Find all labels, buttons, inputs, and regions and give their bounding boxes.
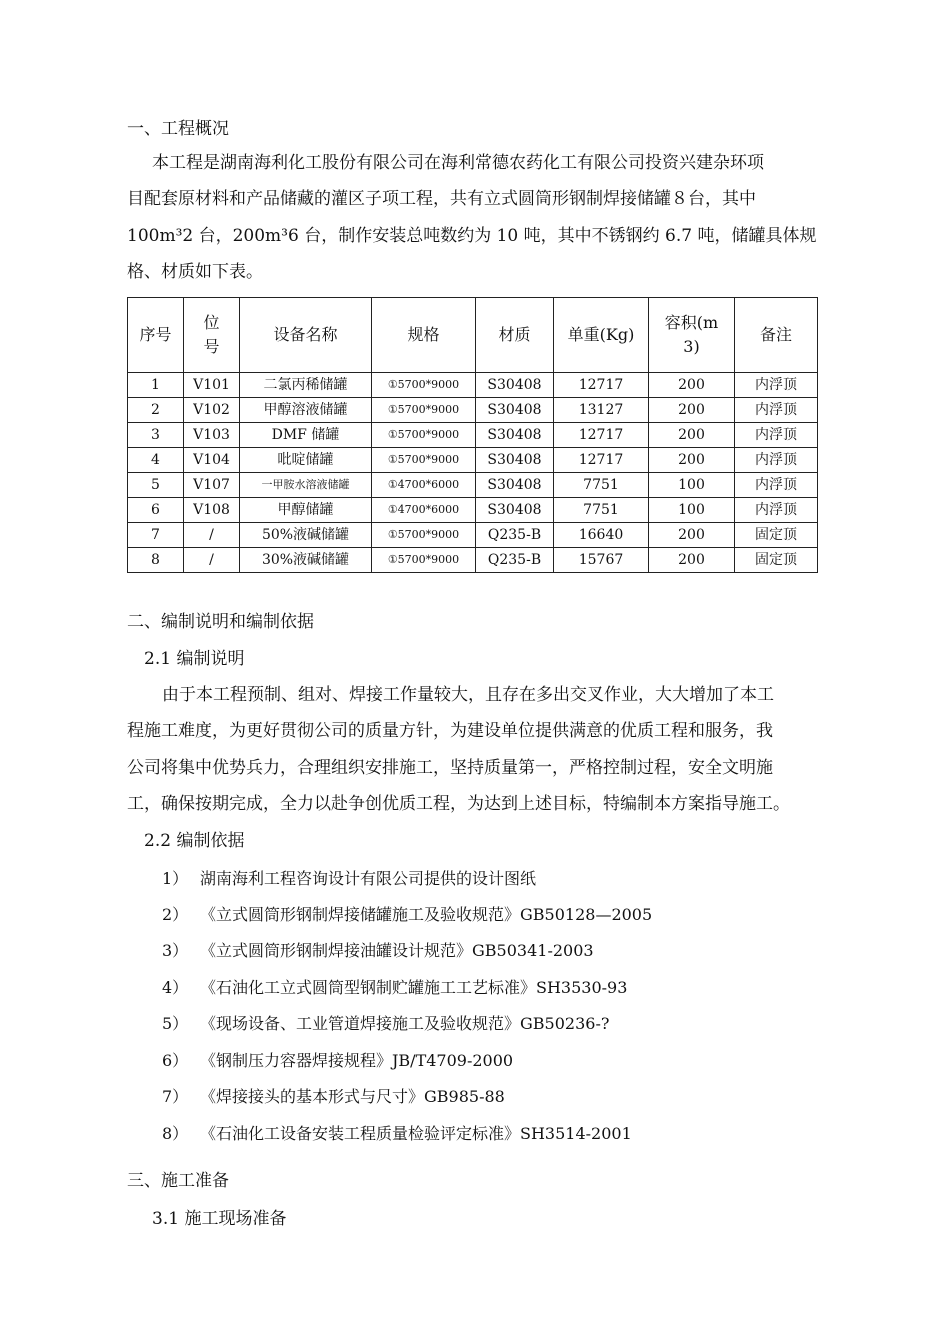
cell-tag: V101: [184, 373, 240, 398]
cell-equipment-name: 吡啶储罐: [240, 448, 372, 473]
cell-spec: ①5700*9000: [372, 423, 476, 448]
cell-spec: ①5700*9000: [372, 448, 476, 473]
section2-para-line-4: 工，确保按期完成，全力以赴争创优质工程，为达到上述目标，特编制本方案指导施工。: [127, 794, 790, 814]
list-item-text: 《焊接接头的基本形式与尺寸》GB985-88: [200, 1087, 505, 1106]
cell-volume: 200: [649, 523, 735, 548]
section2-para-line-2: 程施工难度，为更好贯彻公司的质量方针，为建设单位提供满意的优质工程和服务，我: [127, 721, 773, 741]
cell-index: 6: [128, 498, 184, 523]
cell-index: 7: [128, 523, 184, 548]
cell-material: S30408: [476, 473, 554, 498]
section3-heading: 三、施工准备: [127, 1171, 229, 1191]
header-equipment-name: 设备名称: [240, 298, 372, 373]
cell-material: S30408: [476, 448, 554, 473]
section2-heading: 二、编制说明和编制依据: [127, 612, 314, 632]
section1-para-line-2: 目配套原材料和产品储藏的灌区子项工程，共有立式圆筒形钢制焊接储罐８台，其中: [127, 189, 756, 209]
table-row: [128, 523, 818, 548]
cell-unit-weight: 12717: [554, 373, 649, 398]
cell-index: 4: [128, 448, 184, 473]
cell-remark: 内浮顶: [735, 398, 818, 423]
table-header-row: [128, 298, 818, 373]
cell-material: Q235-B: [476, 523, 554, 548]
table-row: [128, 473, 818, 498]
cell-volume: 200: [649, 373, 735, 398]
cell-remark: 内浮顶: [735, 498, 818, 523]
cell-spec: ①4700*6000: [372, 498, 476, 523]
list-item-number: 8）: [162, 1124, 189, 1143]
table-row: [128, 423, 818, 448]
cell-equipment-name: 30%液碱储罐: [240, 548, 372, 573]
cell-unit-weight: 7751: [554, 473, 649, 498]
list-item-number: 6）: [162, 1051, 189, 1070]
cell-tag: /: [184, 523, 240, 548]
list-item-text: 《石油化工立式圆筒型钢制贮罐施工工艺标准》SH3530-93: [200, 978, 628, 997]
cell-remark: 固定顶: [735, 548, 818, 573]
cell-remark: 内浮顶: [735, 473, 818, 498]
list-item-number: 4）: [162, 978, 189, 997]
cell-unit-weight: 12717: [554, 423, 649, 448]
section1-heading: 一、工程概况: [127, 119, 229, 139]
list-item-text: 《立式圆筒形钢制焊接储罐施工及验收规范》GB50128—2005: [200, 905, 653, 924]
cell-tag: V104: [184, 448, 240, 473]
cell-material: Q235-B: [476, 548, 554, 573]
cell-equipment-name: 二氯丙稀储罐: [240, 373, 372, 398]
cell-equipment-name: 一甲胺水溶液储罐: [240, 473, 372, 498]
section2-para-line-3: 公司将集中优势兵力，合理组织安排施工，坚持质量第一，严格控制过程，安全文明施: [127, 758, 773, 778]
cell-spec: ①5700*9000: [372, 373, 476, 398]
cell-material: S30408: [476, 373, 554, 398]
cell-unit-weight: 16640: [554, 523, 649, 548]
cell-tag: V107: [184, 473, 240, 498]
section3-sub1: 3.1 施工现场准备: [152, 1209, 287, 1229]
cell-index: 5: [128, 473, 184, 498]
cell-spec: ①5700*9000: [372, 548, 476, 573]
section2-para-line-1: 由于本工程预制、组对、焊接工作量较大，且存在多出交叉作业，大大增加了本工: [162, 685, 774, 705]
cell-index: 8: [128, 548, 184, 573]
cell-remark: 内浮顶: [735, 373, 818, 398]
section1-para-line-3: 100m³2 台，200m³6 台，制作安装总吨数约为 10 吨，其中不锈钢约 6.7 吨，储罐具体规: [127, 226, 817, 246]
cell-index: 2: [128, 398, 184, 423]
cell-remark: 内浮顶: [735, 448, 818, 473]
cell-index: 1: [128, 373, 184, 398]
cell-volume: 100: [649, 473, 735, 498]
cell-tag: V102: [184, 398, 240, 423]
list-item-text: 《石油化工设备安装工程质量检验评定标准》SH3514-2001: [200, 1124, 632, 1143]
cell-material: S30408: [476, 423, 554, 448]
cell-index: 3: [128, 423, 184, 448]
cell-remark: 固定顶: [735, 523, 818, 548]
equipment-table: [127, 297, 818, 573]
table-row: [128, 448, 818, 473]
cell-spec: ①4700*6000: [372, 473, 476, 498]
table-row: [128, 398, 818, 423]
cell-spec: ①5700*9000: [372, 523, 476, 548]
cell-tag: V108: [184, 498, 240, 523]
cell-equipment-name: 甲醇储罐: [240, 498, 372, 523]
cell-tag: V103: [184, 423, 240, 448]
header-volume: 容积(m3): [649, 298, 735, 373]
cell-equipment-name: DMF 储罐: [240, 423, 372, 448]
cell-spec: ①5700*9000: [372, 398, 476, 423]
cell-unit-weight: 15767: [554, 548, 649, 573]
cell-volume: 200: [649, 548, 735, 573]
list-item-number: 1）: [162, 869, 189, 888]
cell-unit-weight: 7751: [554, 498, 649, 523]
section1-para-line-1: 本工程是湖南海利化工股份有限公司在海利常德农药化工有限公司投资兴建杂环项: [152, 153, 764, 173]
cell-equipment-name: 50%液碱储罐: [240, 523, 372, 548]
list-item-number: 5）: [162, 1014, 189, 1033]
cell-volume: 200: [649, 398, 735, 423]
cell-tag: /: [184, 548, 240, 573]
section2-sub1: 2.1 编制说明: [144, 649, 245, 669]
section1-para-line-4: 格、材质如下表。: [127, 262, 263, 282]
cell-material: S30408: [476, 498, 554, 523]
list-item-text: 湖南海利工程咨询设计有限公司提供的设计图纸: [200, 869, 537, 888]
header-index: 序号: [128, 298, 184, 373]
cell-equipment-name: 甲醇溶液储罐: [240, 398, 372, 423]
list-item-number: 7）: [162, 1087, 189, 1106]
table-row: [128, 373, 818, 398]
table-row: [128, 498, 818, 523]
cell-volume: 200: [649, 423, 735, 448]
cell-unit-weight: 13127: [554, 398, 649, 423]
cell-material: S30408: [476, 398, 554, 423]
list-item-number: 3）: [162, 941, 189, 960]
header-spec: 规格: [372, 298, 476, 373]
section2-sub2: 2.2 编制依据: [144, 831, 245, 851]
cell-unit-weight: 12717: [554, 448, 649, 473]
cell-volume: 100: [649, 498, 735, 523]
cell-volume: 200: [649, 448, 735, 473]
header-remark: 备注: [735, 298, 818, 373]
list-item-text: 《现场设备、工业管道焊接施工及验收规范》GB50236-?: [200, 1014, 610, 1033]
list-item-text: 《立式圆筒形钢制焊接油罐设计规范》GB50341-2003: [200, 941, 594, 960]
cell-remark: 内浮顶: [735, 423, 818, 448]
header-material: 材质: [476, 298, 554, 373]
list-item-text: 《钢制压力容器焊接规程》JB/T4709-2000: [200, 1051, 514, 1070]
list-item-number: 2）: [162, 905, 189, 924]
table-row: [128, 548, 818, 573]
header-unit-weight: 单重(Kg): [554, 298, 649, 373]
header-tag: 位号: [184, 298, 240, 373]
